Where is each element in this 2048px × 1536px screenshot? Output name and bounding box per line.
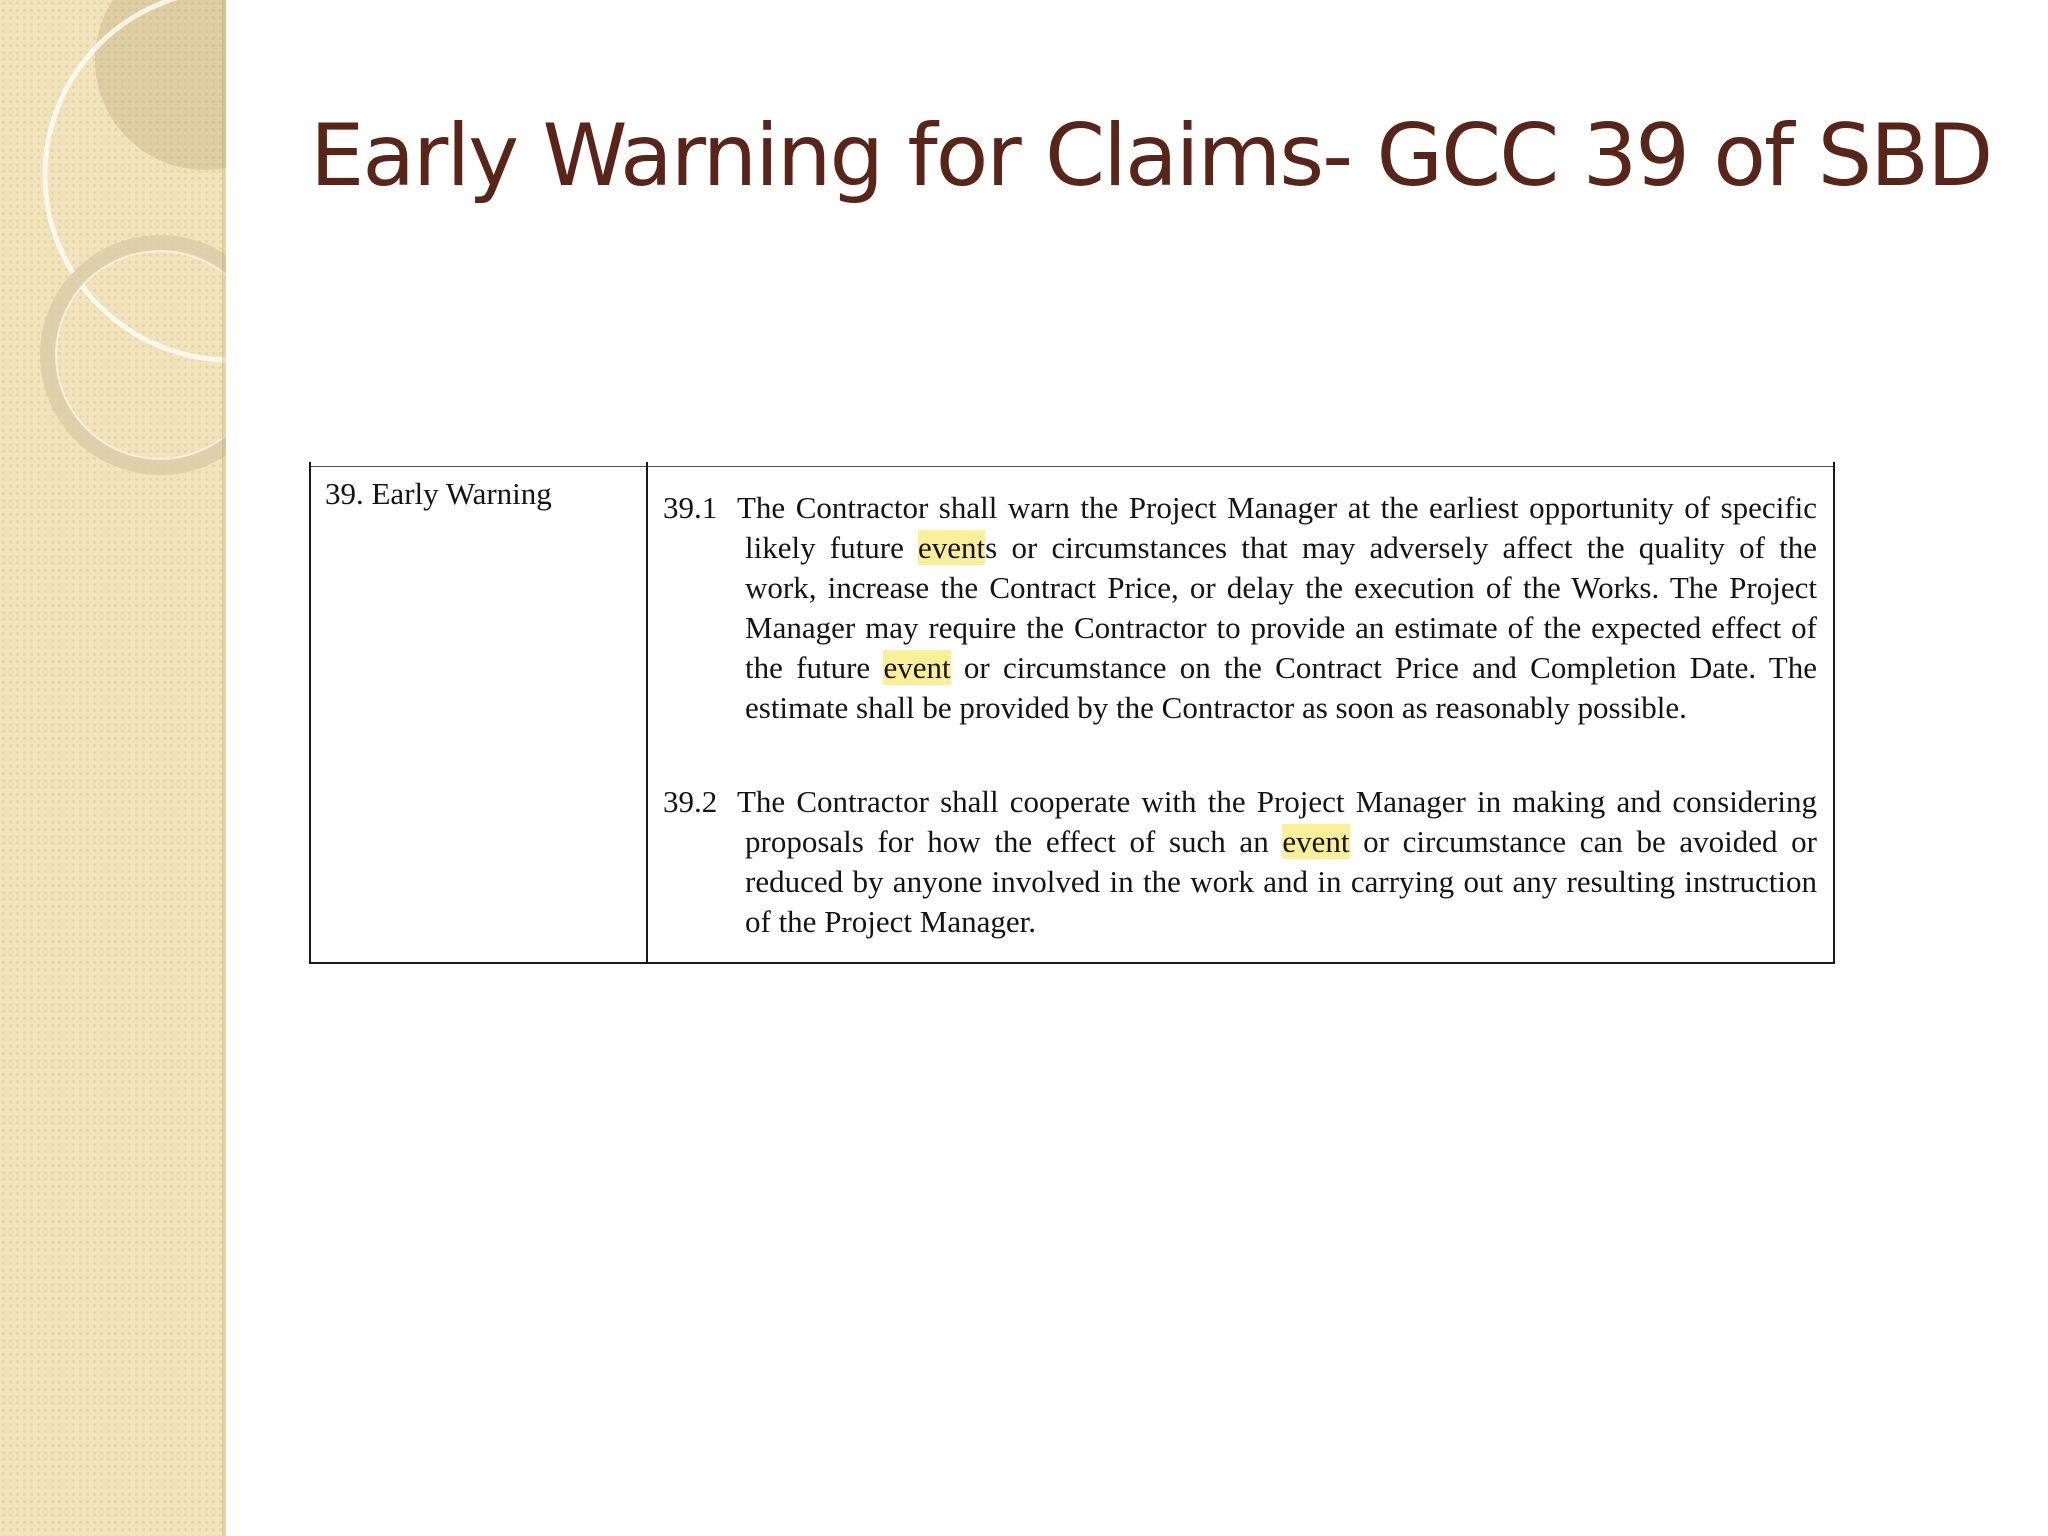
highlighted-term: event bbox=[918, 530, 986, 565]
table-top-border bbox=[309, 466, 1835, 467]
clause-39-2 bbox=[663, 782, 1817, 942]
clause-text: or circumstance can be avoided or reduced by anyone involved in the work and in carrying out any resulting instruction of the Project Manager. bbox=[745, 824, 1818, 939]
contract-clause-table bbox=[309, 462, 1835, 964]
clause-text: The Contractor shall cooperate with the Project Manager in making and considering proposals for how the effect of such an bbox=[737, 784, 1817, 859]
table-left-border bbox=[309, 462, 311, 964]
sidebar-edge-shadow bbox=[222, 0, 226, 1536]
clause-39-2-text bbox=[663, 782, 1817, 942]
highlighted-term: event bbox=[883, 650, 951, 685]
clause-39-1-text bbox=[663, 488, 1817, 728]
table-bottom-border bbox=[309, 962, 1835, 964]
clause-text: s or circumstances that may adversely affect the quality of the work, increase the Contract Price, or delay the execution of the Works. The Project Manager may require the Contractor to provide an estimate of the expected effect of the future bbox=[745, 530, 1817, 685]
decorative-sidebar bbox=[0, 0, 226, 1536]
slide-title: Early Warning for Claims- GCC 39 of SBD bbox=[310, 106, 1992, 206]
clause-text: or circumstance on the Contract Price and Completion Date. The estimate shall be provided by the Contractor as soon as reasonably possible. bbox=[745, 650, 1817, 725]
table-column-divider bbox=[646, 462, 648, 964]
highlighted-term: event bbox=[1282, 824, 1350, 859]
decorative-rings bbox=[0, 0, 226, 520]
clause-39-1 bbox=[663, 488, 1817, 728]
clause-number: 39.2 bbox=[663, 784, 718, 819]
clause-number: 39.1 bbox=[663, 490, 718, 525]
clause-text: The Contractor shall warn the Project Manager at the earliest opportunity of specific likely future bbox=[737, 490, 1817, 565]
clause-heading: 39. Early Warning bbox=[325, 476, 552, 511]
table-right-border bbox=[1833, 462, 1835, 964]
